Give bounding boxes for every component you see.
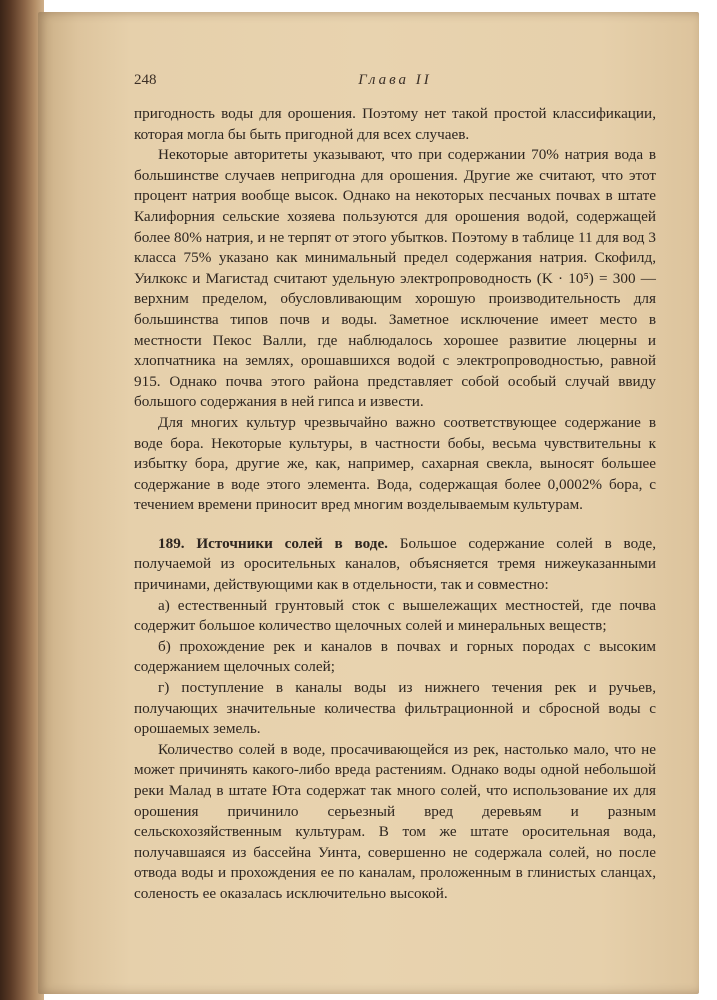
page-header (134, 72, 656, 92)
list-item-g: г) поступление в каналы воды из нижнего течения рек и ручьев, получающих значительные количества фильтрационной и сбросной воды с орошаемых земель. (134, 679, 656, 738)
running-head: Глава II (358, 72, 432, 88)
page-body (134, 104, 656, 905)
paragraph-salt-sources: Количество солей в воде, просачивающейся из рек, настолько мало, что не может причинять какого-либо вреда растениям. Однако воды одной небольшой реки Малад в штате Юта содержат так много солей, что использование их для орошения причинило серьезный вред деревьям и разным сельскохозяйственным культурам. В том же штате оросительная вода, получавшаяся из бассейна Уинта, совершенно не содержала солей, но после отвода воды и прохождения ее по каналам, проложенным в глинистых сланцах, соленость ее оказалась исключительно высокой. (134, 740, 656, 902)
paragraph-sodium: Некоторые авторитеты указывают, что при содержании 70% натрия вода в большинстве случаев непригодна для орошения. Другие же считают, что этот процент натрия вообще высок. Однако на некоторых песчаных почвах в штате Калифорния сельские хозяева пользуются для орошения водой, содержащей более 80% натрия, и не терпят от этого убытков. Поэтому в таблице 11 для вод 3 класса 75% указано как минимальный предел содержания натрия. Скофилд, Уилкокс и Магистад считают удельную электропроводность (K · 10⁵) = 300 — верхним пределом, обусловливающим хорошую производительность для большинства типов почв и воды. Заметное исключение имеет место в местности Пекос Валли, где наблюдалось хорошее развитие люцерны и хлопчатника на землях, орошавшихся водой с электропроводностью, равной 915. Однако почва этого района представляет собой особый случай ввиду большого содержания в ней гипса и извести. (134, 146, 656, 411)
list-item-a: а) естественный грунтовый сток с вышележащих местностей, где почва содержит большое количество щелочных солей и минеральных веществ; (134, 596, 656, 635)
section-title: 189. Источники солей в воде. (158, 534, 388, 552)
paragraph-boron: Для многих культур чрезвычайно важно соответствующее содержание в воде бора. Некоторые культуры, в частности бобы, весьма чувствительны к избытку бора, другие же, как, например, сахарная свекла, выносят большее содержание в воде этого элемента. Вода, содержащая более 0,0002% бора, с течением времени приносит вред многим возделываемым культурам. (134, 413, 656, 514)
paragraph-continuation: пригодность воды для орошения. Поэтому нет такой простой классификации, которая могла бы быть пригодной для всех случаев. (134, 105, 656, 143)
section-intro: Большое содержание солей в воде, получаемой из оросительных каналов, объясняется тремя нижеуказанными причинами, действующими как в отдельности, так и совместно: (134, 534, 656, 594)
list-item-b: б) прохождение рек и каналов в почвах и горных породах с высоким содержанием щелочных солей; (134, 637, 656, 676)
page-number: 248 (134, 72, 157, 88)
section-189 (134, 534, 656, 596)
